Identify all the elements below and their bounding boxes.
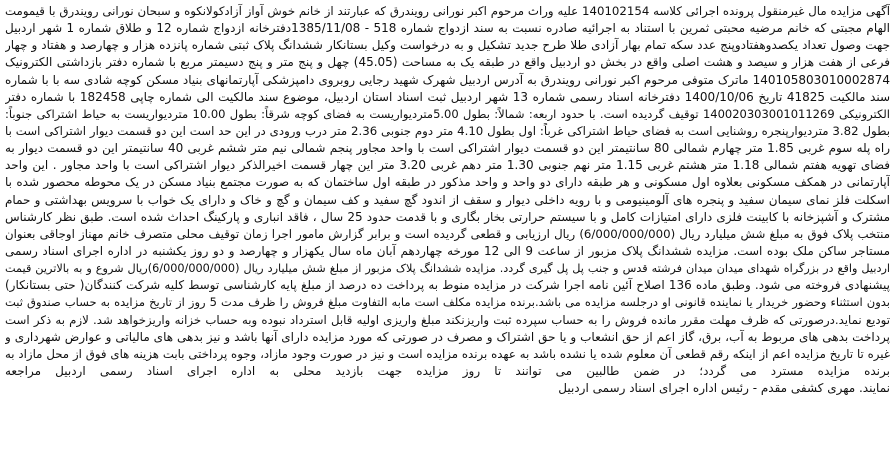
notice-line-21: غیره تا تاریخ مزایده اعم از اینکه رقم قطعی آن معلوم شده یا نشده باشد به عهده برنده مزایده است و نیز در صورت وجود مازاد، وجوه پرداختی بابت هزینه های فوق از محل مازاد به [5, 346, 890, 361]
notice-line-7: الکترونیکی 140020303001011269 توقیف گردیده است. با حدود اربعه: شمالاً: بطول 5.00متردیواریست به فضای کوچه شرقاً: بطول 10.00 متردیواریست به حیاط اشتراکی جنوباً: [5, 106, 890, 121]
notice-line-8: بطول 3.82 متردیوارپنجره روشنایی است به فضای حیاط اشتراکی غرباً: اول بطول 4.10 متر دوم جنوبی 2.36 متر درب ورودی در این حد است این دو قسمت دیوار اشتراکی است با [5, 123, 890, 138]
notice-line-15: مستاجر ساکن ملک بوده است. مزایده ششدانگ پلاک مزبور از ساعت 9 الی 12 مورخه چهاردهم آبان ماه سال یکهزار و چهارصد و دو روز یکشنبه در اداره اجرای اسناد رسمی [5, 243, 890, 258]
notice-line-12: اسکلت فلز نمای سیمان سفید و پنجره های آلومینیومی و با رویه داخلی دیوار و سقف از اندود گچ سفید و کف سیمان و گچ و خاک و دارای یک خواب با سرویس بهداشتی و حمام [5, 192, 890, 207]
notice-line-4: فرعی از هفت هزار و سیصد و هشت اصلی واقع در بخش دو اردبیل واقع در طبقه یک به مساحت (45.05) چهل و پنج متر و پنج دسیمتر مربع با شماره دفتر بازداشتی الکترونیک [5, 55, 890, 70]
notice-line-1: آگهی مزایده مال غیرمنقول پرونده اجرائی کلاسه 140102154 علیه وراث مرحوم اکبر نورانی رویندرق که عبارتند از خانم خوش آواز آزادکولانکوه و سبحان نورانی رویندرق با قیمومت [5, 4, 890, 18]
notice-line-11: آپارتمانی در همکف مسکونی بعلاوه اول مسکونی و هر طبقه دارای دو واحد و واحد مذکور در طبقه اول ساختمان که به صورت مجتمع بنیاد مسکن در یک محوطه محصور شده با [5, 175, 890, 190]
notice-line-17: پیشنهادی فروخته می شود. وطبق ماده 136 اصلاح آئین نامه اجرا شرکت در مزایده منوط به پرداخت ده درصد از مبلغ پایه کارشناسی توسط کلیه شرکت کنندگان( حتی بستانکار) [5, 278, 890, 293]
notice-line-19: تودیع نماید.درصورتی که ظرف مهلت مقرر مانده فروش را به حساب سپرده ثبت واریزنکند مبلغ واریزی اولیه قابل استرداد نبوده وبه حساب خزانه واریزخواهد شد. لازم به ذکر است [5, 312, 890, 327]
notice-line-14: منتخب پلاک فوق به مبلغ شش میلیارد ریال (6/000/000/000) ریال ارزیابی و قطعی گردیده است و برابر گزارش مامور اجرا زمان توقیف محلی متصرف خانم مهناز اوجاقی بعنوان [5, 226, 890, 241]
notice-line-18: بدون استثناء وحضور خریدار یا نماینده قانونی او درجلسه مزایده می باشد.برنده مزایده مکلف است مابه التفاوت مبلغ فروش را ظرف مدت 5 روز از تاریخ مزایده به حساب صندوق ثبت [5, 295, 890, 310]
notice-line-5: 140105803010002874 ماترک متوفی مرحوم اکبر نورانی رویندرق به آدرس اردبیل شهرک شهید رجایی روبروی دامپزشکی آپارتمانهای بنیاد مسکن کوچه شادی سه با با شماره [5, 72, 890, 87]
notice-line-2: الهام مجبتی که خانم مرضیه محبتی ثمرین با استناد به اجرائیه صادره نسبت به سند ازدواج شماره 518 - 1385/11/08دفترخانه ازدواج شماره 12 و طلاق شماره 1 شهر اردبیل [5, 21, 890, 36]
notice-line-22: برنده مزایده مسترد می گردد؛ در ضمن طالبین می توانند تا روز مزایده جهت بازدید محلی به اداره اجرای اسناد رسمی اردبیل مراجعه [5, 363, 890, 378]
notice-line-13: مشترک و آشپزخانه با کابینت فلزی دارای امتیازات کامل و با سیستم حرارتی بخار بگاری و با قدمت حدود 25 سال ، فاقد انباری و پارکینگ احداث شده است. طبق نظر کارشناس [5, 209, 890, 224]
notice-line-3: جهت وصول تعداد یکصدوهفتادوپنج عدد سکه تمام بهار آزادی طلا طرح جدید تشکیل و به درخواست وکیل بستانکار ششدانگ پلاک ثبتی شماره پانزده هزار و چهارصد و هفتاد و چهار [5, 38, 890, 53]
notice-line-16: اردبیل واقع در بزرگراه شهدای میدان میدان فرشته قدس و جنب پل پل گیری گردد. مزایده ششدانگ پلاک مزبور از مبلغ شش میلیارد ریال (6/000/000/000)ریال شروع و به بالاترین قیمت [5, 262, 890, 276]
notice-line-9: راه پله سوم غربی 1.85 متر چهارم شمالی 80 سانتیمتر این دو قسمت دیوار اشتراکی است با واحد مجاور پنجم شمالی نیم متر ششم غربی 40 سانتیمتر این دو قسمت دیوار به [5, 141, 890, 156]
notice-line-20: پرداخت بدهی های مربوط به آب، برق، گاز اعم از حق انشعاب و یا حق اشتراک و مصرف در صورتی که مورد مزایده دارای آنها باشد و نیز بدهی های مالیاتی و عوارض شهرداری و [5, 329, 890, 344]
notice-line-10: فضای تهویه هفتم شمالی 1.18 متر هشتم غربی 1.15 متر نهم جنوبی 1.30 متر دهم غربی 3.20 متر این چهار قسمت اخیرالذکر دیوار اشتراکی است با واحد مجاور . این واحد [5, 158, 890, 173]
notice-line-6: سند مالکیت 41825 تاریخ 1400/10/06 دفترخانه اسناد رسمی شماره 13 شهر اردبیل ثبت اسناد استان اردبیل، موضوع سند مالکیت الی شماره چاپی 182458 با شماره دفتر [5, 89, 890, 104]
notice-signature-line: نمایند. مهری کشفی مقدم - رئیس اداره اجرای اسناد رسمی اردبیل [558, 381, 890, 396]
